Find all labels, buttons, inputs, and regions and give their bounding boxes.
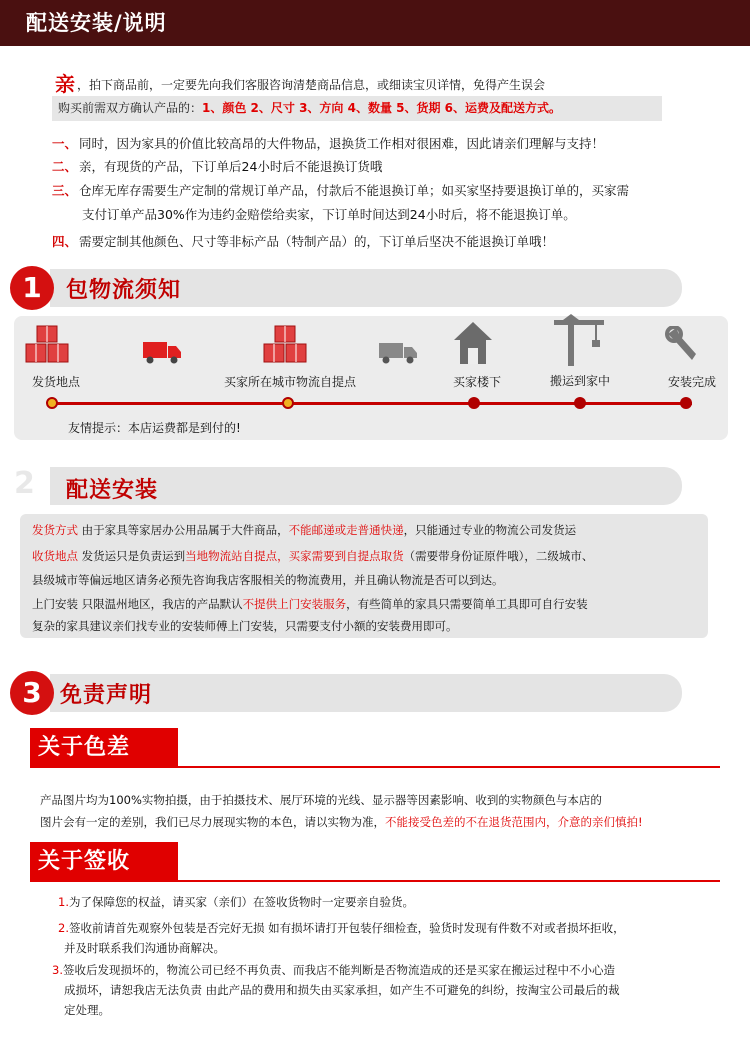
rule-3-cont: 支付订单产品30%作为违约金赔偿给卖家，下订单时间达到24小时后，将不能退换订单。 bbox=[82, 207, 576, 222]
section1-number: 1 bbox=[10, 266, 54, 310]
track-dot bbox=[282, 397, 294, 409]
remote-area-line: 县级城市等偏远地区请务必预先咨询我店客服相关的物流费用，并且确认物流是否可以到达。 bbox=[32, 573, 504, 587]
install-line-2: 复杂的家具建议亲们找专业的安装师傅上门安装，只需要支付小额的安装费用即可。 bbox=[32, 619, 458, 633]
divider bbox=[30, 880, 720, 882]
sign-item-2: 2.签收前请首先观察外包装是否完好无损 如有损坏请打开包装仔细检查，验货时发现有件数不对或者损坏拒收， bbox=[58, 921, 625, 935]
step-label: 发货地点 bbox=[31, 375, 81, 389]
sign-heading: 关于签收 bbox=[30, 842, 178, 882]
sign-item-2-cont: 并及时联系我们沟通协商解决。 bbox=[64, 941, 225, 955]
install-line: 上门安装 只限温州地区，我店的产品默认不提供上门安装服务，有些简单的家具只需要简单工具即可自行安装 bbox=[32, 597, 588, 611]
house-icon bbox=[452, 320, 494, 366]
qin-label: 亲 bbox=[55, 72, 75, 96]
receive-point-line: 收货地点 发货运只是负责运到当地物流站自提点，买家需要到自提点取货（需要带身份证原件哦），二级城市、 bbox=[32, 549, 594, 563]
track-dot bbox=[46, 397, 58, 409]
step-label: 买家所在城市物流自提点 bbox=[223, 375, 357, 389]
rule-3: 三、 仓库无库存需要生产定制的常规订单产品，付款后不能退换订单；如买家坚持要退换订单的，买家需 bbox=[52, 183, 630, 198]
shipping-tip: 友情提示：本店运费都是到付的! bbox=[68, 421, 241, 435]
color-diff-para-2: 图片会有一定的差别，我们已尽力展现实物的本色，请以实物为准，不能接受色差的不在退货范围内，介意的亲们慎拍! bbox=[40, 815, 643, 829]
sign-item-3: 3.签收后发现损坏的，物流公司已经不再负责、而我店不能判断是否物流造成的还是买家在搬运过程中不小心造 bbox=[52, 963, 615, 977]
track-dot bbox=[574, 397, 586, 409]
truck-icon bbox=[142, 338, 182, 366]
section2-number: 2 bbox=[14, 466, 35, 501]
color-diff-heading: 关于色差 bbox=[30, 728, 178, 768]
wrench-icon bbox=[664, 326, 700, 364]
boxes-icon bbox=[262, 322, 310, 366]
confirm-prefix: 购买前需双方确认产品的： bbox=[58, 101, 203, 115]
intro-sentence: ，拍下商品前，一定要先向我们客服咨询清楚商品信息，或细读宝贝详情，免得产生误会 bbox=[77, 78, 546, 92]
boxes-icon bbox=[24, 322, 72, 366]
divider bbox=[30, 766, 720, 768]
intro-text bbox=[55, 68, 545, 97]
section3-title: 免责声明 bbox=[60, 683, 153, 708]
confirm-items: 1、颜色 2、尺寸 3、方向 4、数量 5、货期 6、运费及配送方式。 bbox=[202, 101, 562, 115]
ship-method-line: 发货方式 由于家具等家居办公用品属于大件商品，不能邮递或走普通快递，只能通过专业的物流公司发货运 bbox=[32, 523, 577, 537]
sign-item-3-cont: 成损坏，请恕我店无法负责 由此产品的费用和损失由买家承担，如产生不可避免的纠纷，按淘宝公司最后的裁 bbox=[64, 983, 620, 997]
crane-icon bbox=[552, 314, 606, 368]
section1-title: 包物流须知 bbox=[66, 278, 182, 303]
page-title: 配送安装/说明 bbox=[0, 0, 750, 46]
rule-4: 四、 需要定制其他颜色、尺寸等非标产品（特制产品）的，下订单后坚决不能退换订单哦！ bbox=[52, 234, 555, 249]
track-dot bbox=[680, 397, 692, 409]
step-label: 搬运到家中 bbox=[549, 374, 611, 388]
track-dot bbox=[468, 397, 480, 409]
section3-number: 3 bbox=[10, 671, 54, 715]
rule-2: 二、 亲，有现货的产品，下订单后24小时后不能退换订货哦 bbox=[52, 159, 383, 174]
section2-title: 配送安装 bbox=[66, 478, 159, 503]
rule-1: 一、 同时，因为家具的价值比较高昂的大件物品，退换货工作相对很困难，因此请亲们理解与支持！ bbox=[52, 136, 605, 151]
progress-track bbox=[52, 402, 692, 405]
sign-item-3-cont: 定处理。 bbox=[64, 1003, 110, 1017]
confirm-bar bbox=[52, 96, 662, 121]
step-label: 买家楼下 bbox=[452, 375, 502, 389]
sign-item-1: 1.为了保障您的权益，请买家（亲们）在签收货物时一定要亲自验货。 bbox=[58, 895, 414, 909]
color-diff-para-1: 产品图片均为100%实物拍摄，由于拍摄技术、展厅环境的光线、显示器等因素影响、收到的实物颜色与本店的 bbox=[40, 793, 602, 807]
truck-icon bbox=[378, 340, 418, 366]
step-label: 安装完成 bbox=[667, 375, 717, 389]
